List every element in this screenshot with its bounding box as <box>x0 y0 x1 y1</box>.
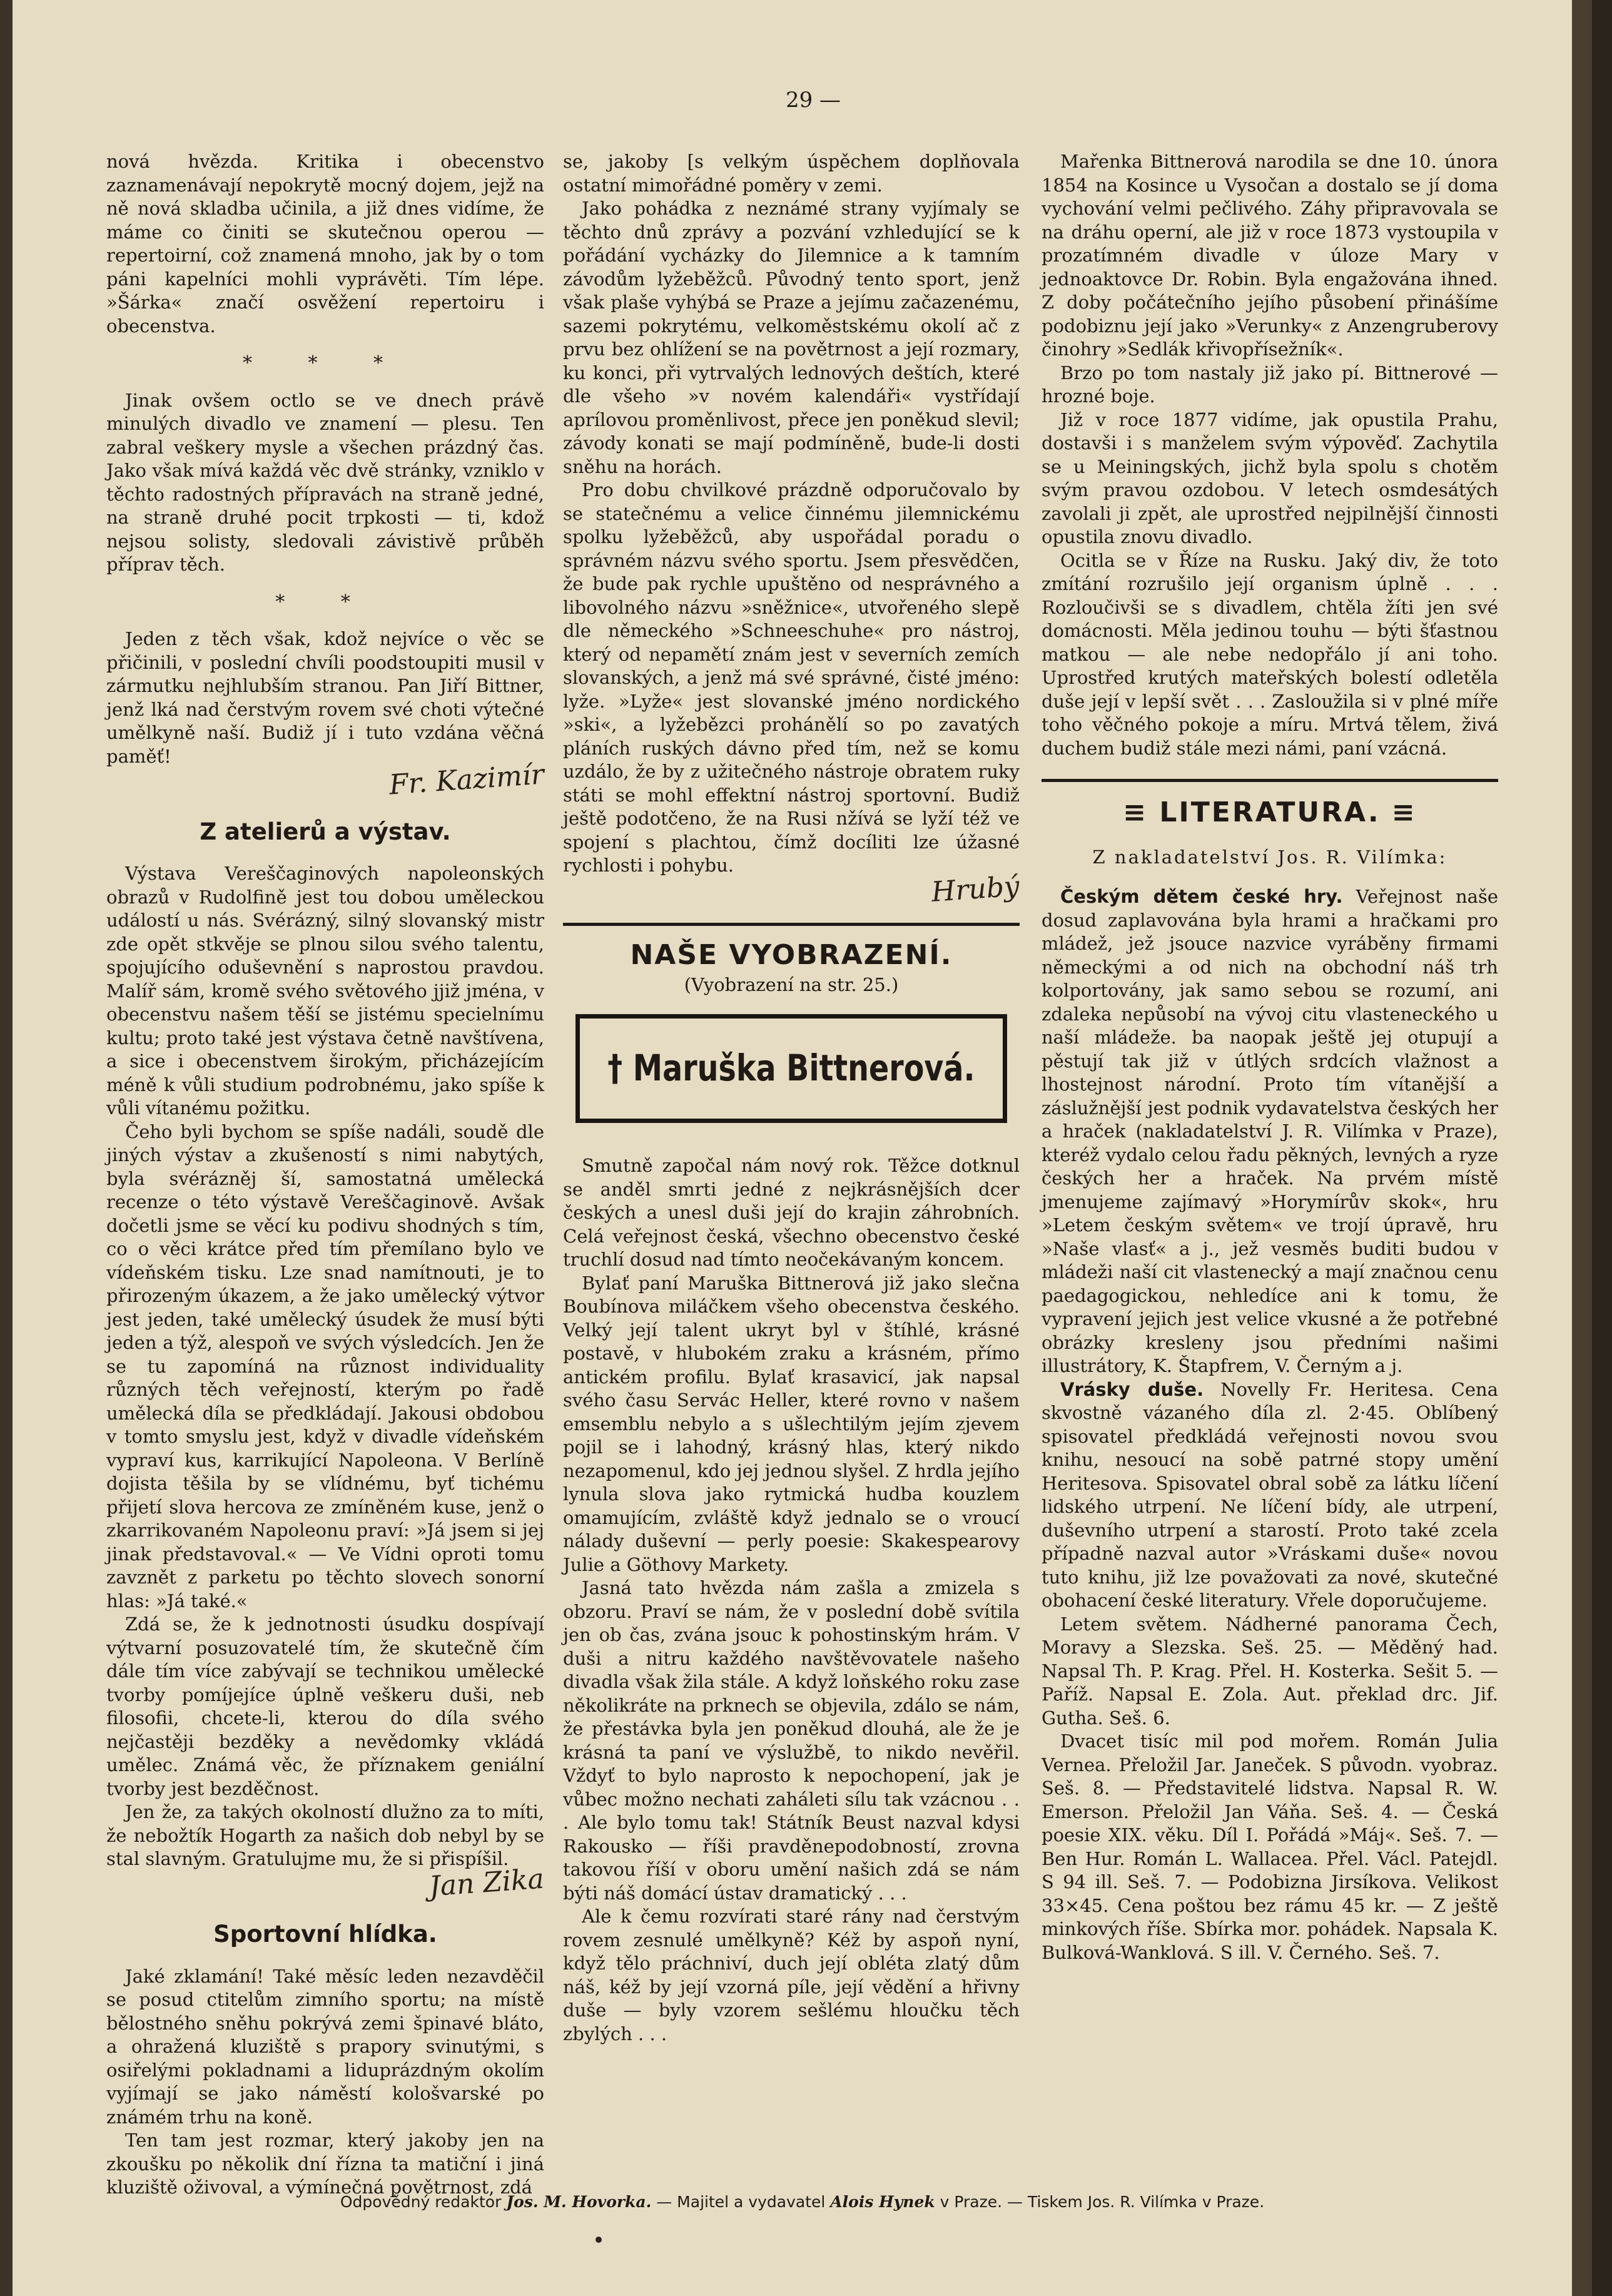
paragraph: Ocitla se v Říze na Rusku. Jaký div, že toto zmítání rozrušilo její organism úplně . . . Rozloučivši se s divadlem, chtěla žíti jen své domácnosti. Měla jedinou touhu — býti šťastnou matkou — ale nebe nedopřálo jí ani toho. Uprostřed krutých mateřských bolestí odletěla duše její v lepší svět . . . Zasloužila si v plné míře toho věčného pokoje a míru. Mrtvá tělem, živá duchem budiž stále mezi námi, paní vzácná. <box>1042 549 1498 759</box>
section-subheading: (Vyobrazení na str. 25.) <box>684 973 899 995</box>
paragraph: Již v roce 1877 vidíme, jak opustila Prahu, dostavši i s manželem svým výpověď. Zachytila se u Meiningských, jichž byla spolu s chotěm svým pravou ozdobou. V letech osmdesátých zavolali ji zpět, ale uprostřed nejpilnější činnosti opustila znovu divadlo. <box>1042 409 1498 547</box>
signature-block <box>106 758 545 801</box>
signature: Fr. Kazimír <box>388 758 545 801</box>
section-subheading: Z nakladatelství Jos. R. Vilímka: <box>1092 846 1447 868</box>
page-edge-right <box>1572 0 1592 2296</box>
ink-dot <box>596 2237 602 2243</box>
paragraph: Pro dobu chvilkové prázdně odporučovalo by se statečnému a velice činnému jilemnickému spolku lyžeběžců, aby uspořádal poradu o správném názvu svého sportu. Jsem přesvědčen, že bude pak rychle upuštěno od nesprávného a libovolného názvu »sněžnice«, utvořeného slepě dle německého »Schneeschuhe« pro nástroj, který od nepamětí znám jest v severních zemích slovanských, a jenž má své správné, čisté jméno: lyže. »Lyže« jest slovanské jméno nordického »ski«, a lyžebězci prohánělí so po zavatých pláních ruských dávno před tím, než se komu uzdálo, že by z užitečného nástroje obratem ruky státi se mohl effektní nástroj sportovní. Budiž ještě podotčeno, že na Rusi nžívá se lyží též ve spojení s plachtou, čímž docíliti lze úžasné rychlosti i pohybu. <box>563 479 1020 876</box>
paragraph-text: Veřejnost naše dosud zaplavována byla hrami a hračkami pro mládež, jež jsouce nazvice vyráběny firmami německými a od nich na obchodní náš trh kolportovány, jak samo sebou se rozumí, ani zdaleka nepůsobí na vývoj citu vlasteneckého u naší mládeže. ba naopak ještě jej otupují a pěstují tak již v útlých srdcích vlažnost a lhostejnost národní. Proto tím vítanější a záslužnější jest podnik vydavatelstva českých her a hraček (nakladatelství J. R. Vilímka v Praze), kteréž vydalo celou řadu pěkných, levných a ryze českých her a hraček. Na prvém místě jmenujeme zajímavý »Horymírův skok«, hru »Letem českým světem« ve trojí úpravě, hru »Naše vlasť« a j., jež vesměs buditi budou v mládeži naší cit vlastenecký a mají značnou cenu paedagogickou, nehledíce ani k tomu, že vypravení jejich jest velice vkusné a že potřebné obrázky kresleny jsou předními našimi illustrátory, K. Štapfrem, V. Černým a j. <box>1042 886 1498 1376</box>
paragraph: se, jakoby [s velkým úspěchem doplňovala ostatní mimořádné poměry v zemi. <box>563 151 1020 196</box>
section-heading: Sportovní hlídka. <box>213 1921 437 1948</box>
footer-text: — Majitel a vydavatel <box>656 2193 826 2211</box>
section-divider-stars: * * * <box>242 352 408 374</box>
page-number: 29 — <box>785 88 841 113</box>
paragraph: Letem světem. Nádherné panorama Čech, Moravy a Slezska. Seš. 25. — Měděný had. Napsal Th. P. Krag. Přel. H. Kosterka. Sešit 5. — Paříž. Napsal E. Zola. Aut. překlad drc. Jif. Gutha. Seš. 6. <box>1042 1613 1498 1729</box>
section-rule <box>1042 779 1498 782</box>
signature-block <box>106 1862 545 1902</box>
signature: Jan Zika <box>428 1862 545 1902</box>
paragraph: Jako pohádka z neznámé strany vyjímaly se těchto dnů zprávy a pozvání vzhledující se k pořádání vycházky do Jilemnice a k tamním závodům lyžeběžců. Původný tento sport, jenž však plaše vyhýbá se Praze a jejímu začazenému, sazemi pokrytému, velkoměstskému okolí ač z prvu bez ohlížení se na povětrnost a její rozmary, ku konci, při vytrvalých lednových deštích, které dle všeho »v novém kalendáři« vystřídají aprílovou proměnlivost, přece jen poněkud slevil; závody konati se mají podmíněně, bude-li dosti sněhu na horách. <box>563 198 1020 477</box>
obituary-title-box <box>575 1014 1007 1123</box>
column-left <box>106 150 544 2200</box>
book-title: Českým dětem české hry. <box>1060 886 1343 907</box>
signature: Hrubý <box>930 870 1021 908</box>
paragraph: Čeho byli bychom se spíše nadáli, soudě dle jiných výstav a zkušeností s nimi nabytých, byla svérázněj ší, samostatná umělecká recenze o této výstavě Vereščaginově. Avšak dočetli jsme se věcí ku podivu shodných s tím, co o věci krátce před tím přemílano bylo ve vídeňském tisku. Lze snad namítnouti, je to přirozeným úkazem, a že jako umělecký výtvor jest jeden, také umělecký úsudek že musí býti jeden a týž, alespoň ve svých výsledcích. Jen že se tu zapomíná na různost individuality různých těch veřejností, kterým po řadě umělecká díla se předkládají. Jakousi obdobou v tomto smyslu jest, když v divadle vídeňském vypraví kus, karrikující Napoleona. V Berlíně dojista těšila by se vlídnému, byť tichému přijetí slova hercova ze zmíněném kuse, jenž o zkarrikovaném Napoleonu praví: »Já jsem si jej jinak představoval.« — Ve Vídni oproti tomu zavznět z parketu po těchto slovech sonorní hlas: »Já také.« <box>106 1120 544 1612</box>
newspaper-page <box>13 0 1592 2296</box>
footer-text: Odpovědný redaktor <box>340 2193 502 2211</box>
paragraph: Brzo po tom nastaly již jako pí. Bittnerové — hrozné boje. <box>1042 362 1498 407</box>
paragraph: Ten tam jest rozmar, který jakoby jen na zkoušku po několik dní řízna ta matiční i jiná kluziště oživoval, a výmínečná povětrnost, zdá <box>106 2130 544 2198</box>
book-title: Vrásky duše. <box>1060 1378 1204 1400</box>
paragraph: Jinak ovšem octlo se ve dnech právě minulých divadlo ve znamení — plesu. Ten zabral veškery mysle a všechen prázdný čas. Jako však mívá každá věc dvě stránky, vzniklo v těchto radostných přípravách na straně jedné, na straně druhé pocit trpkosti — ti, kdož nejsou solisty, sledovali závistivě průběh příprav těch. <box>106 389 544 575</box>
section-heading: Z atelierů a výstav. <box>200 818 451 845</box>
paragraph <box>1042 885 1498 1378</box>
page-footer <box>106 2193 1498 2211</box>
paragraph: Jeden z těch však, kdož nejvíce o věc se přičinili, v poslední chvíli poodstoupiti musil v zármutku nejhlubším stranou. Pan Jiří Bittner, jenž lká nad čerstvým rovem své choti výtečné umělkyně naší. Budiž jí i tuto vzdána věčná paměť! <box>106 628 544 767</box>
obituary-title: † Maruška Bittnerová. <box>607 1047 975 1090</box>
paragraph: Jasná tato hvězda nám zašla a zmizela s obzoru. Praví se nám, že v poslední době svítila jen ob čas, zvána jsouc k pohostinským hrám. V duši a nitru každého navštěvovatele našeho divadla však žila stále. A když loňského roku zase několikráte na prknech se objevila, zdálo se nám, že přestávka byla jen poněkud dlouhá, ale že je krásná ta paní ve výslužbě, to nikdo nevěřil. Vždyť to bylo naprosto k nepochopení, jak je vůbec možno nechati zaháleti sílu tak vzácnou . . . Ale bylo tomu tak! Státník Beust nazval kdysi Rakousko — říši pravděnepodobností, zrovna takovou říší v oboru umění našich zdá se nám býti náš domácí ústav dramatický . . . <box>563 1577 1020 1904</box>
paragraph: Výstava Vereščaginových napoleonských obrazů v Rudolfině jest tou dobou uměleckou událostí u nás. Svérázný, silný slovanský mistr zde opět stkvěje se plnou silou svého talentu, spojujícího oduševnění s naprostou pravdou. Malíř sám, kromě svého světového jjiž jména, v obecenstvu našem těší se jistému specielnímu kultu; proto také jest výstava četně navštívena, a sice i obecenstvem širokým, přicházejícím méně k vůli studium podrobnému, jako spíše k vůli vítanému požitku. <box>106 863 544 1119</box>
page-edge-left <box>0 0 13 2296</box>
paragraph: Mařenka Bittnerová narodila se dne 10. února 1854 na Kosince u Vysočan a dostalo se jí doma vychování velmi pečlivého. Záhy připravovala se na dráhu operní, ale již v roce 1873 vystoupila v prozatímném divadle v úloze Mary v jednoaktovce Dr. Robin. Byla engažována ihned. Z doby počátečního jejího působení přinášíme podobiznu její jako »Verunky« z Anzengruberovy činohry »Sedlák křivopřísežník«. <box>1042 151 1498 360</box>
paragraph: nová hvězda. Kritika i obecenstvo zaznamenávají nepokrytě mocný dojem, jejž na ně nová skladba učinila, a již dnes vidíme, že máme co činiti se skutečnou operou — repertoirní, což znamená mnoho, jak by o tom páni kapelníci mohli vyprávěti. Tím lépe. »Šárka« značí osvěžení repertoiru i obecenstva. <box>106 151 544 337</box>
paragraph: Jaké zklamání! Také měsíc leden nezavděčil se posud ctitelům zimního sportu; na místě bělostného sněhu pokrývá zemi špinavé bláto, a ohražená kluziště s prapory svinutými, s osiřelými pokladnami a liduprázdným okolím vyjímají se jako náměstí kološvarské po známém trhu na koně. <box>106 1965 544 2128</box>
paragraph: Zdá se, že k jednotnosti úsudku dospívají výtvarní posuzovatelé tím, že skutečně čím dále tím více zabývají se technikou umělecké tvorby pomíjejíce úplně veškeru duši, neb filosofii, chcete-li, kterou do díla svého nejčastěji bezděky a nevědomky vkládá umělec. Známá věc, že příznakem geniální tvorby jest bezděčnost. <box>106 1613 544 1799</box>
column-right <box>1042 150 1498 1964</box>
paragraph <box>1042 1378 1498 1613</box>
paragraph: Dvacet tisíc mil pod mořem. Román Julia Vernea. Přeložil Jar. Janeček. S původn. vyobraz. Seš. 8. — Představitelé lidstva. Napsal R. W. Emerson. Přeložil Jan Váňa. Seš. 4. — Česká poesie XIX. věku. Díl I. Pořádá »Máj«. Seš. 7. — Ben Hur. Román L. Wallacea. Přel. Václ. Patejdl. S 94 ill. Seš. 7. — Podobizna Jirsíkova. Velikost 33×45. Cena poštou bez rámu 45 kr. — Z ještě minkových říše. Sbírka mor. pohádek. Napsala K. Bulková-Wanklová. S ill. V. Černého. Seš. 7. <box>1042 1730 1498 1963</box>
section-divider-stars: * * <box>275 591 375 613</box>
paragraph: Ale k čemu rozvírati staré rány nad čerstvým rovem zesnulé umělkyně? Kéž by aspoň nyní, když tělo práchniví, duch její obléta zlatý dům náš, kéž by její vzorná píle, její vědění a hřivny duše — byly vzorem sešlému hloučku těch zbylých . . . <box>563 1906 1020 2045</box>
section-heading: ≡ LITERATURA. ≡ <box>1123 796 1417 828</box>
footer-publisher: Alois Hynek <box>830 2193 935 2211</box>
paragraph: Bylať paní Maruška Bittnerová již jako slečna Boubínova miláčkem všeho obecenstva českého. Velký její talent ukryt byl v štíhlé, krásné postavě, v hlubokém zraku a krásném, přímo antickém profilu. Bylať krasavicí, jak napsal svého času Servác Heller, které rovno v našem emsemblu nebylo a s ušlechtilým jejím zjevem pojil se i lahodný, krásný hlas, který nikdo nezapomenul, kdo jej jednou slyšel. Z hrdla jejího lynula slova jako rytmická hudba kouzlem omamujícím, zvláště když jednalo se o vroucí nálady duševní — perly poesie: Skakespearovy Julie a Göthovy Markety. <box>563 1272 1020 1575</box>
paragraph-text: Novelly Fr. Heritesa. Cena skvostně vázaného díla zl. 2·45. Oblíbený spisovatel předkládá veřejnosti novou svou knihu, nesoucí na sobě patrné stopy umění Heritesova. Spisovatel obral sobě za látku líčení lidského utrpení. Ne líčení bídy, ale utrpení, duševního utrpení a starostí. Proto také zcela případně nazval autor »Vráskami duše« novou tuto knihu, již lze považovati za nové, skutečné obohacení české literatury. Vřele doporučujeme. <box>1042 1378 1498 1611</box>
section-heading: NAŠE VYOBRAZENÍ. <box>630 939 953 971</box>
footer-editor: Jos. M. Hovorka. <box>506 2193 652 2211</box>
footer-text: v Praze. — Tiskem Jos. R. Vilímka v Praze. <box>940 2193 1265 2211</box>
column-middle <box>563 150 1020 2046</box>
paragraph: Jen že, za takých okolností dlužno za to míti, že nebožtík Hogarth za našich dob nebyl by se stal slavným. Gratulujme mu, že si přispíšil. <box>106 1801 544 1869</box>
section-rule <box>563 923 1020 926</box>
signature-block <box>563 870 1021 908</box>
paragraph: Smutně započal nám nový rok. Těžce dotknul se anděl smrti jedné z nejkrásnějších dcer českých a unesl duši její do krajin záhrobních. Celá veřejnost česká, všechno obecenstvo české truchlí dosud nad tímto neočekávaným koncem. <box>563 1155 1020 1270</box>
